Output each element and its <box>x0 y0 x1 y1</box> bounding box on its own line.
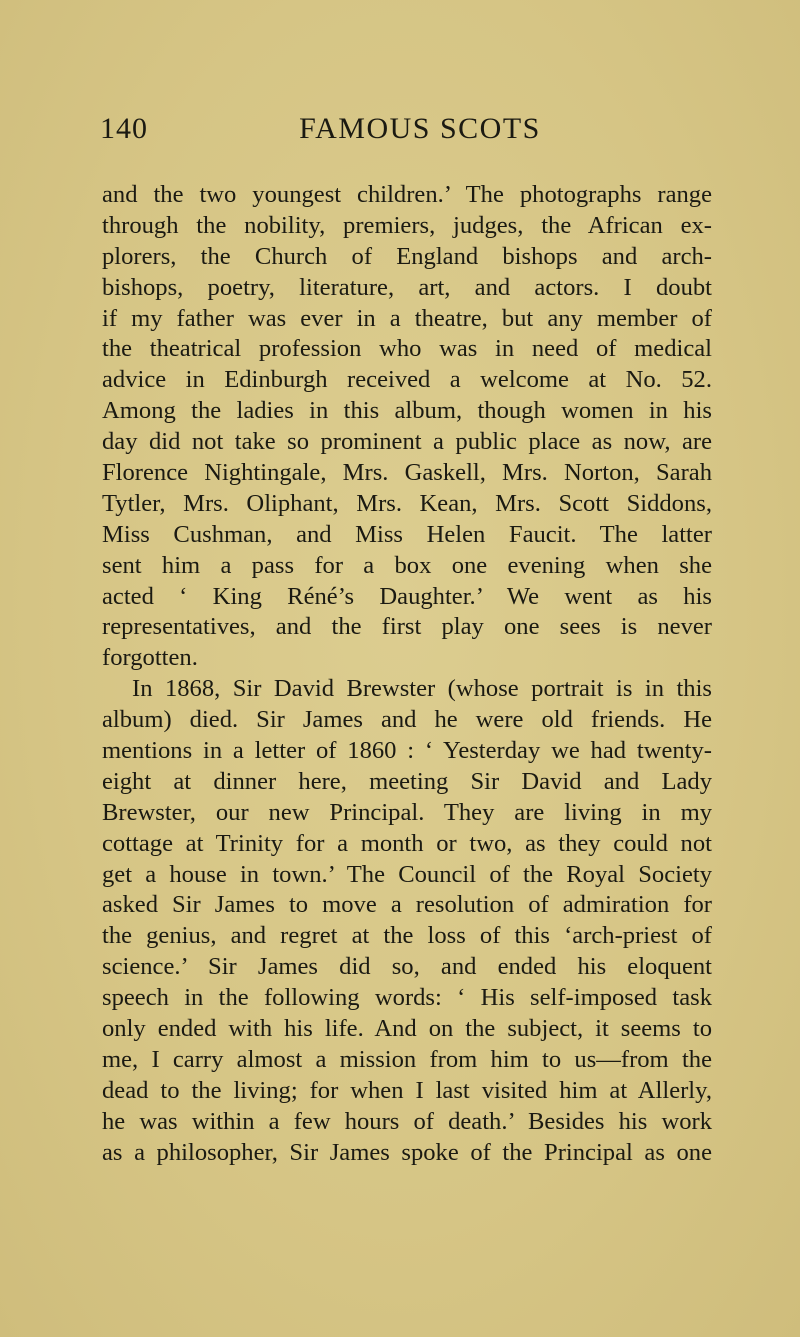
text-line: dead to the living; for when I last visited him at Allerly, <box>102 1076 712 1104</box>
text-line: Miss Cushman, and Miss Helen Faucit. The latter <box>102 520 712 548</box>
text-line: album) died. Sir James and he were old friends. He <box>102 706 712 734</box>
text-line: mentions in a letter of 1860 : ‘ Yesterday we had twenty- <box>102 737 712 765</box>
text-line: forgotten. <box>102 644 198 672</box>
text-line: speech in the following words: ‘ His self-imposed task <box>102 984 712 1012</box>
text-line: Tytler, Mrs. Oliphant, Mrs. Kean, Mrs. Scott Siddons, <box>102 489 712 517</box>
page-number: 140 <box>100 112 148 145</box>
text-line: he was within a few hours of death.’ Besides his work <box>102 1107 712 1135</box>
text-line: the theatrical profession who was in need of medical <box>102 335 712 363</box>
text-line: Florence Nightingale, Mrs. Gaskell, Mrs. Norton, Sarah <box>102 459 712 487</box>
text-line: cottage at Trinity for a month or two, as they could not <box>102 829 712 857</box>
text-line: bishops, poetry, literature, art, and actors. I doubt <box>102 273 712 301</box>
paragraph-start-line: In 1868, Sir David Brewster (whose portrait is in this <box>132 675 712 703</box>
text-line: representatives, and the first play one sees is never <box>102 613 712 641</box>
running-head: FAMOUS SCOTS <box>299 112 541 145</box>
text-line: asked Sir James to move a resolution of admiration for <box>102 891 712 919</box>
text-line: science.’ Sir James did so, and ended his eloquent <box>102 953 712 981</box>
text-line: Brewster, our new Principal. They are living in my <box>102 798 712 826</box>
text-line: through the nobility, premiers, judges, the African ex- <box>102 211 712 239</box>
text-line: eight at dinner here, meeting Sir David and Lady <box>102 767 712 795</box>
text-line: me, I carry almost a mission from him to us—from the <box>102 1045 712 1073</box>
text-line: if my father was ever in a theatre, but any member of <box>102 304 712 332</box>
text-line: as a philosopher, Sir James spoke of the Principal as one <box>102 1138 712 1166</box>
page-header <box>100 112 710 156</box>
text-line: acted ‘ King Réné’s Daughter.’ We went as his <box>102 582 712 610</box>
text-line: day did not take so prominent a public place as now, are <box>102 428 712 456</box>
body-text <box>102 180 712 1169</box>
text-line: only ended with his life. And on the subject, it seems to <box>102 1015 712 1043</box>
text-line: get a house in town.’ The Council of the Royal Society <box>102 860 712 888</box>
text-line: advice in Edinburgh received a welcome at No. 52. <box>102 366 712 394</box>
text-line: the genius, and regret at the loss of this ‘arch-priest of <box>102 922 712 950</box>
text-line: Among the ladies in this album, though women in his <box>102 397 712 425</box>
text-line: plorers, the Church of England bishops and arch- <box>102 242 712 270</box>
text-line: and the two youngest children.’ The photographs range <box>102 181 712 208</box>
text-line: sent him a pass for a box one evening when she <box>102 551 712 579</box>
